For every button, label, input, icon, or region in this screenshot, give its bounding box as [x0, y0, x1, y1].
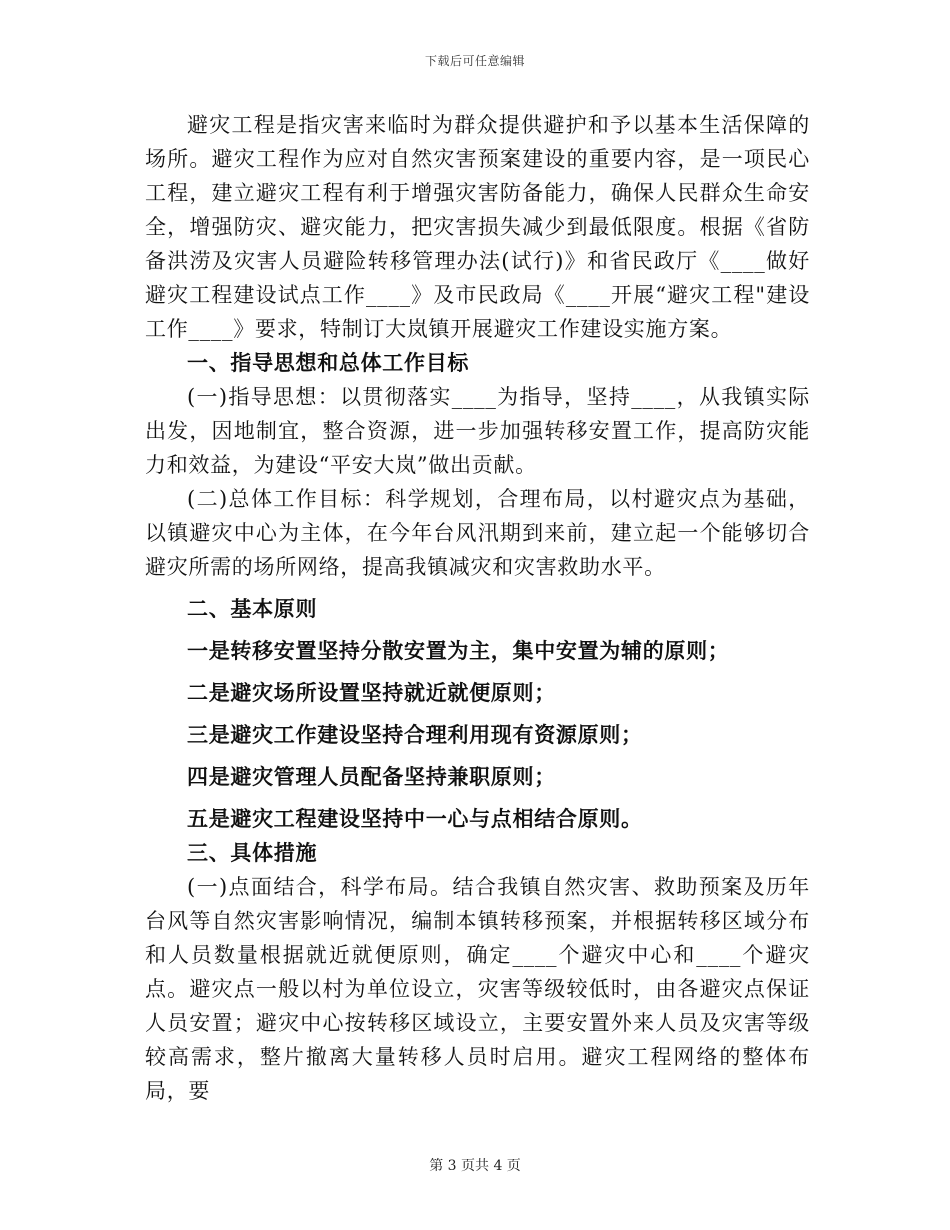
guiding-thought-paragraph: (一)指导思想：以贯彻落实____为指导，坚持____，从我镇实际出发，因地制宜，整合资源，进一步加强转移安置工作，提高防灾能力和效益，为建设“平安大岚”做出贡献。 [145, 385, 810, 477]
principle-5: 五是避灾工程建设坚持中一心与点相结合原则。 [187, 806, 643, 831]
principle-1: 一是转移安置坚持分散安置为主，集中安置为辅的原则； [187, 638, 730, 663]
intro-paragraph: 避灾工程是指灾害来临时为群众提供避护和予以基本生活保障的场所。避灾工程作为应对自然灾害预案建设的重要内容，是一项民心工程，建立避灾工程有利于增强灾害防备能力，确保人民群众生命安全，增强防灾、避灾能力，把灾害损失减少到最低限度。根据《省防备洪涝及灾害人员避险转移管理办法(试行)》和省民政厅《____做好避灾工程建设试点工作____》及市民政局《____开展“避灾工程"建设工作____》要求，特制订大岚镇开展避灾工作建设实施方案。 [145, 113, 810, 341]
measures-paragraph-1: (一)点面结合，科学布局。结合我镇自然灾害、救助预案及历年台风等自然灾害影响情况，编制本镇转移预案，并根据转移区域分布和人员数量根据就近就便原则，确定____个避灾中心和____个避灾点。避灾点一般以村为单位设立，灾害等级较低时，由各避灾点保证人员安置；避灾中心按转移区域设立，主要安置外来人员及灾害等级较高需求，整片撤离大量转移人员时启用。避灾工程网络的整体布局，要 [145, 875, 810, 1103]
section-3-heading: 三、具体措施 [187, 840, 318, 865]
section-2-heading: 二、基本原则 [187, 596, 318, 621]
principle-4: 四是避灾管理人员配备坚持兼职原则； [187, 764, 556, 789]
section-1-heading: 一、指导思想和总体工作目标 [187, 350, 470, 375]
page-header: 下载后可任意编辑 [424, 54, 525, 68]
principle-2: 二是避灾场所设置坚持就近就便原则； [187, 680, 556, 705]
overall-goal-paragraph: (二)总体工作目标：科学规划，合理布局，以村避灾点为基础，以镇避灾中心为主体，在今年台风汛期到来前，建立起一个能够切合避灾所需的场所网络，提高我镇减灾和灾害救助水平。 [145, 487, 810, 579]
principle-3: 三是避灾工作建设坚持合理利用现有资源原则； [187, 722, 643, 747]
document-body [145, 108, 810, 1108]
page-footer: 第 3 页共 4 页 [429, 1158, 521, 1174]
